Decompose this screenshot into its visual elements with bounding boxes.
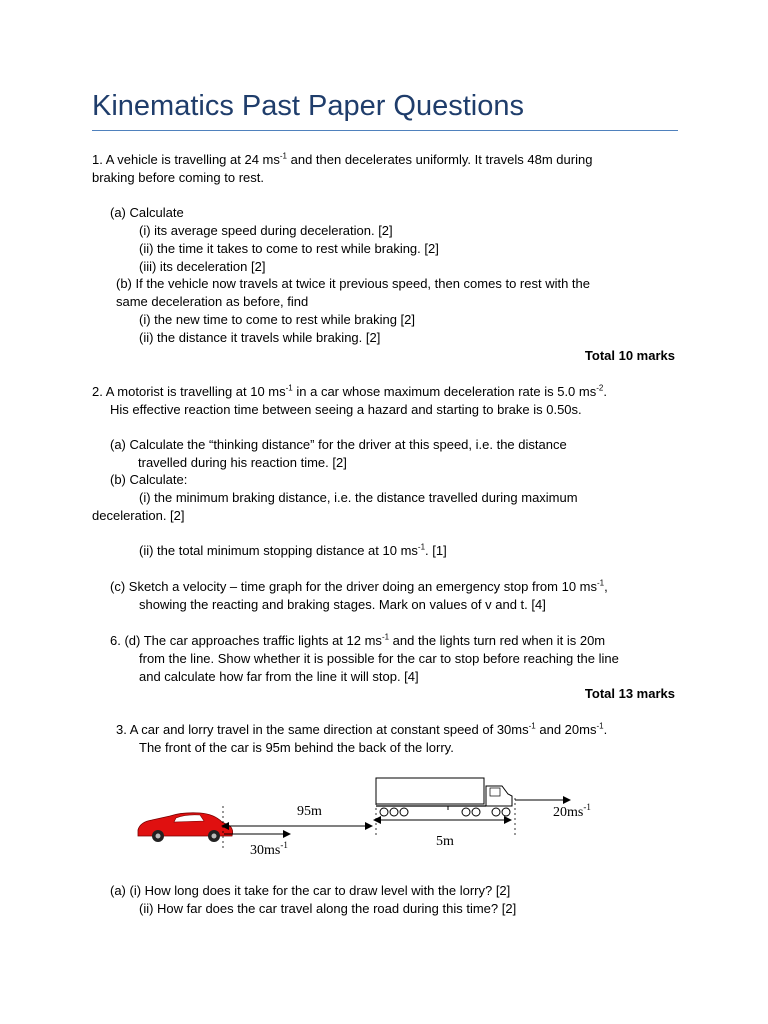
q2-part-d-line-1: 6. (d) The car approaches traffic lights at 12 $ms^{-1}$ and the lights turn red when it is 20m [110, 632, 606, 648]
q2-part-d-line-2: from the line. Show whether it is possible for the car to stop before reaching the line [139, 651, 619, 666]
q1-part-b-ii: (ii) the distance it travels while braking. [2] [139, 330, 381, 345]
q2-line-1: 2. A motorist is travelling at 10 $ms^{-1}$ in a car whose maximum deceleration rate is 5.0 $ms^{-2}$. [92, 383, 607, 399]
q2-total: Total 13 marks [584, 686, 675, 701]
lorry-length-label: 5m [436, 834, 454, 849]
q3-part-a-ii: (ii) How far does the car travel along the road during this time? [2] [139, 901, 517, 916]
q1-part-b-line-2: same deceleration as before, find [116, 294, 309, 309]
q2-part-b-i-line-2: deceleration. [2] [92, 508, 185, 523]
q2-part-d-line-3: and calculate how far from the line it will stop. [4] [139, 669, 419, 684]
q1-part-a-ii: (ii) the time it takes to come to rest while braking. [2] [139, 241, 439, 256]
q2-part-b: (b) Calculate: [110, 472, 188, 487]
q3-line-1: 3. A car and lorry travel in the same direction at constant speed of $30ms^{-1}$ and $20ms^{-1}$. [116, 721, 608, 737]
lorry-icon [376, 778, 512, 816]
q1-part-b-line-1: (b) If the vehicle now travels at twice it previous speed, then comes to rest with the [116, 276, 590, 291]
q2-line-2: His effective reaction time between seeing a hazard and starting to brake is 0.50s. [110, 402, 582, 417]
title-divider [92, 130, 678, 131]
q3-line-2: The front of the car is 95m behind the back of the lorry. [139, 740, 454, 755]
car-lorry-diagram [130, 768, 610, 864]
q1-total: Total 10 marks [584, 348, 675, 363]
q1-part-a-i: (i) its average speed during deceleration. [2] [139, 223, 393, 238]
lorry-speed-label: $20ms^{-1}$ [553, 802, 591, 820]
q1-part-b-i: (i) the new time to come to rest while braking [2] [139, 312, 416, 327]
q1-part-a-iii: (iii) its deceleration [2] [139, 259, 266, 274]
q2-part-c-line-1: (c) Sketch a velocity – time graph for the driver doing an emergency stop from 10 $ms^{-1}$, [110, 578, 608, 594]
gap-label: 95m [297, 804, 322, 819]
q3-part-a-i: (a) (i) How long does it take for the car to draw level with the lorry? [2] [110, 883, 511, 898]
q1-line-2: braking before coming to rest. [92, 170, 264, 185]
q2-part-b-i-line-1: (i) the minimum braking distance, i.e. the distance travelled during maximum [139, 490, 578, 505]
q2-part-a-line-1: (a) Calculate the “thinking distance” for the driver at this speed, i.e. the distance [110, 437, 567, 452]
car-speed-label: $30ms^{-1}$ [250, 840, 288, 858]
q2-part-a-line-2: travelled during his reaction time. [2] [138, 455, 347, 470]
q1-line-1: 1. A vehicle is travelling at 24 $ms^{-1}$ and then decelerates uniformly. It travels 48m during [92, 151, 593, 167]
q1-part-a: (a) Calculate [110, 205, 184, 220]
q2-part-c-line-2: showing the reacting and braking stages. Mark on values of v and t. [4] [139, 597, 546, 612]
q2-part-b-ii: (ii) the total minimum stopping distance at 10 $ms^{-1}$. [1] [139, 542, 447, 558]
page-title: Kinematics Past Paper Questions [92, 90, 524, 122]
red-car-icon [138, 813, 233, 842]
